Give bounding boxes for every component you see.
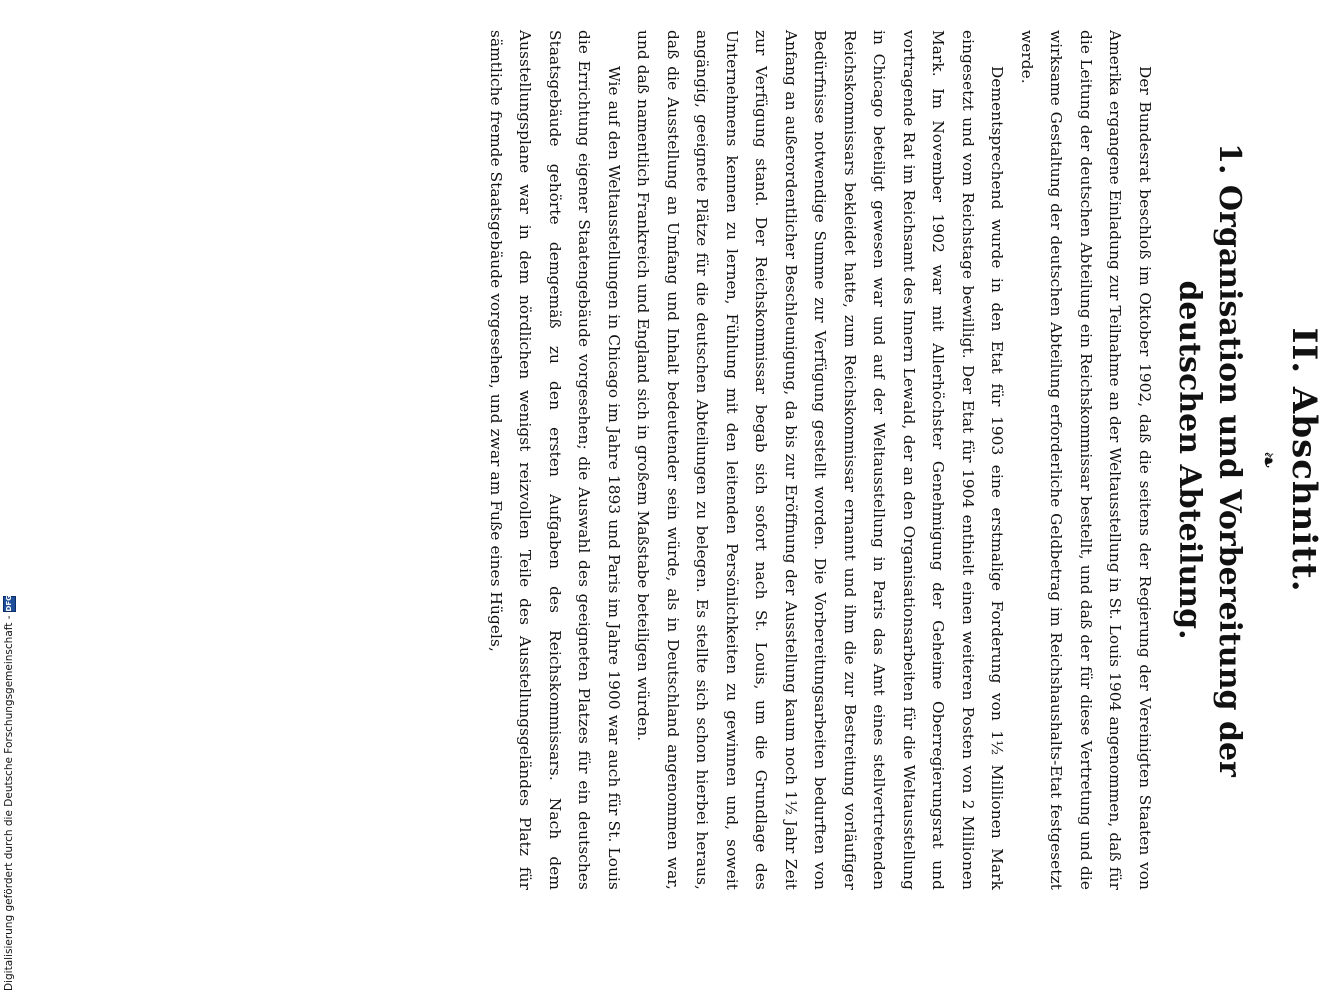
fleuron-ornament-icon: ❧ bbox=[1255, 450, 1280, 470]
paragraph-3: Wie auf den Weltausstellungen in Chicago im Jahre 1893 und Paris im Jahre 1900 war auch für St. Louis die Errichtung eigener Staatengebäude vorgesehen; die Auswahl des geeigneten Platzes für ein deutsches Staatsgebäude gehörte demgemäß zu den ersten Aufgaben des Reichskommissars. Nach dem Ausstellungsplane war in dem nördlichen wenigst reizvollen Teile des Ausstellungsgeländes Platz für sämtliche fremde Staatsgebäude vorgesehen, und zwar am Fuße eines Hügels, bbox=[487, 30, 623, 890]
digitization-note-text: Digitalisierung gefördert durch die Deutsche Forschungsgemeinschaft - bbox=[3, 615, 15, 991]
page-content bbox=[110, 30, 1324, 890]
paragraph-1: Der Bundesrat beschloß im Oktober 1902, daß die seitens der Regierung der Vereinigten Staaten von Amerika ergangene Einladung zur Teilnahme an der Weltausstellung in St. Louis 1904 angenommen, daß für die Leitung der deutschen Abteilung ein Reichskommissar bestellt, und daß der für diese Vertretung und die wirksame Gestaltung der deutschen Abteilung erforderliche Geldbetrag im Reichshaushalts-Etat festgesetzt werde. bbox=[1018, 30, 1154, 890]
chapter-title: 1. Organisation und Vorbereitung der deutschen Abteilung. bbox=[1172, 143, 1247, 777]
dfg-logo-icon: DFG bbox=[3, 596, 16, 612]
section-title: II. Abschnitt. bbox=[1284, 327, 1324, 593]
digitization-note bbox=[2, 595, 16, 991]
paragraph-2: Dementsprechend wurde in den Etat für 1903 eine erstmalige Forderung von 1½ Millionen Mark eingesetzt und vom Reichstage bewilligt. Der Etat für 1904 enthielt einen weiteren Posten von 2 Millionen Mark. Im November 1902 war mit Allerhöchster Genehmigung der Geheime Oberregierungsrat und vortragende Rat im Reichsamt des Innern Lewald, der an den Organisationsarbeiten für die Weltausstellung in Chicago beteiligt gewesen war und auf der Weltausstellung in Paris das Amt eines stellvertretenden Reichskommissars bekleidet hatte, zum Reichskommissar ernannt und ihm die zur Bestreitung vorläufiger Bedürfnisse notwendige Summe zur Verfügung gestellt worden. Die Vorbereitungsarbeiten bedurften von Anfang an außerordentlicher Beschleunigung, da bis zur Eröffnung der Ausstellung kaum noch 1½ Jahr Zeit zur Verfügung stand. Der Reichskommissar begab sich sofort nach St. Louis, um die Grundlage des Unternehmens kennen zu lernen, Fühlung mit den leitenden Persönlichkeiten zu gewinnen und, soweit angängig, geeignete Plätze für die deutschen Abteilungen zu belegen. Es stellte sich schon hierbei heraus, daß die Ausstellung an Umfang und Inhalt bedeutender sein würde, als in Deutschland angenommen war, und daß namentlich Frankreich und England sich in großem Maßstabe beteiligen würden. bbox=[634, 30, 1007, 890]
